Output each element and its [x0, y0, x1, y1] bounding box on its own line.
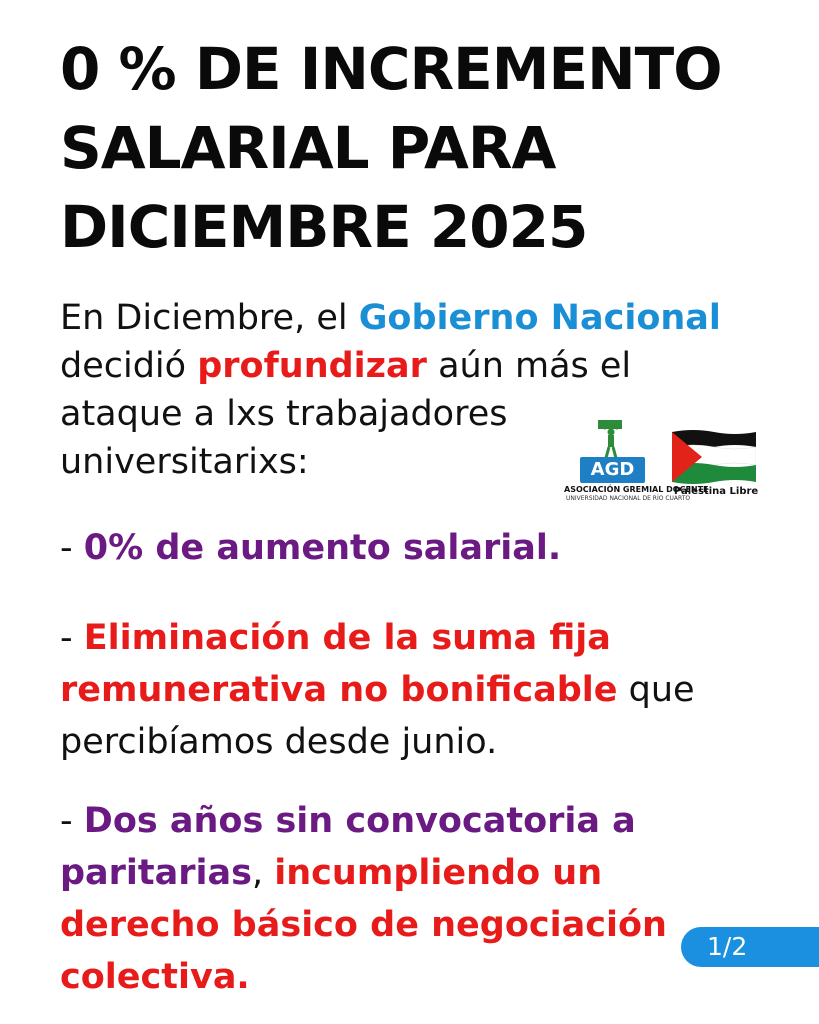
- agd-figure-icon: [578, 420, 648, 460]
- palestine-flag-icon: [672, 428, 756, 484]
- item-paritarias: - Dos años sin convocatoria a paritarias, incumpliendo un derecho básico de negociación colectiva.: [60, 801, 667, 997]
- page-indicator-badge: 1/2: [681, 927, 819, 967]
- flag-label: Palestina Libre: [674, 486, 759, 497]
- intro-line-1: En Diciembre, el Gobierno Nacional: [60, 298, 721, 338]
- title-line-3: DICIEMBRE 2025: [60, 193, 588, 261]
- gobierno-nacional-highlight: Gobierno Nacional: [358, 298, 721, 338]
- logos: [566, 420, 761, 505]
- profundizar-highlight: profundizar: [197, 346, 427, 386]
- intro-line-4: universitarixs:: [60, 442, 309, 482]
- intro-line-3: ataque a lxs trabajadores: [60, 394, 508, 434]
- agd-label: AGD: [580, 457, 645, 483]
- item-suma-fija: - Eliminación de la suma fija remunerativa no bonificable que percibíamos desde junio.: [60, 618, 695, 762]
- title-line-1: 0 % DE INCREMENTO: [60, 35, 722, 103]
- page-title: [60, 30, 800, 267]
- intro-line-2: decidió profundizar aún más el: [60, 346, 632, 386]
- agd-name: ASOCIACIÓN GREMIAL DOCENTE: [564, 485, 709, 494]
- agd-university: UNIVERSIDAD NACIONAL DE RÍO CUARTO: [566, 495, 691, 502]
- title-line-2: SALARIAL PARA: [60, 114, 556, 182]
- item-salary: - 0% de aumento salarial.: [60, 528, 562, 568]
- item-salary-text: 0% de aumento salarial.: [83, 528, 562, 568]
- agd-logo: [564, 420, 709, 505]
